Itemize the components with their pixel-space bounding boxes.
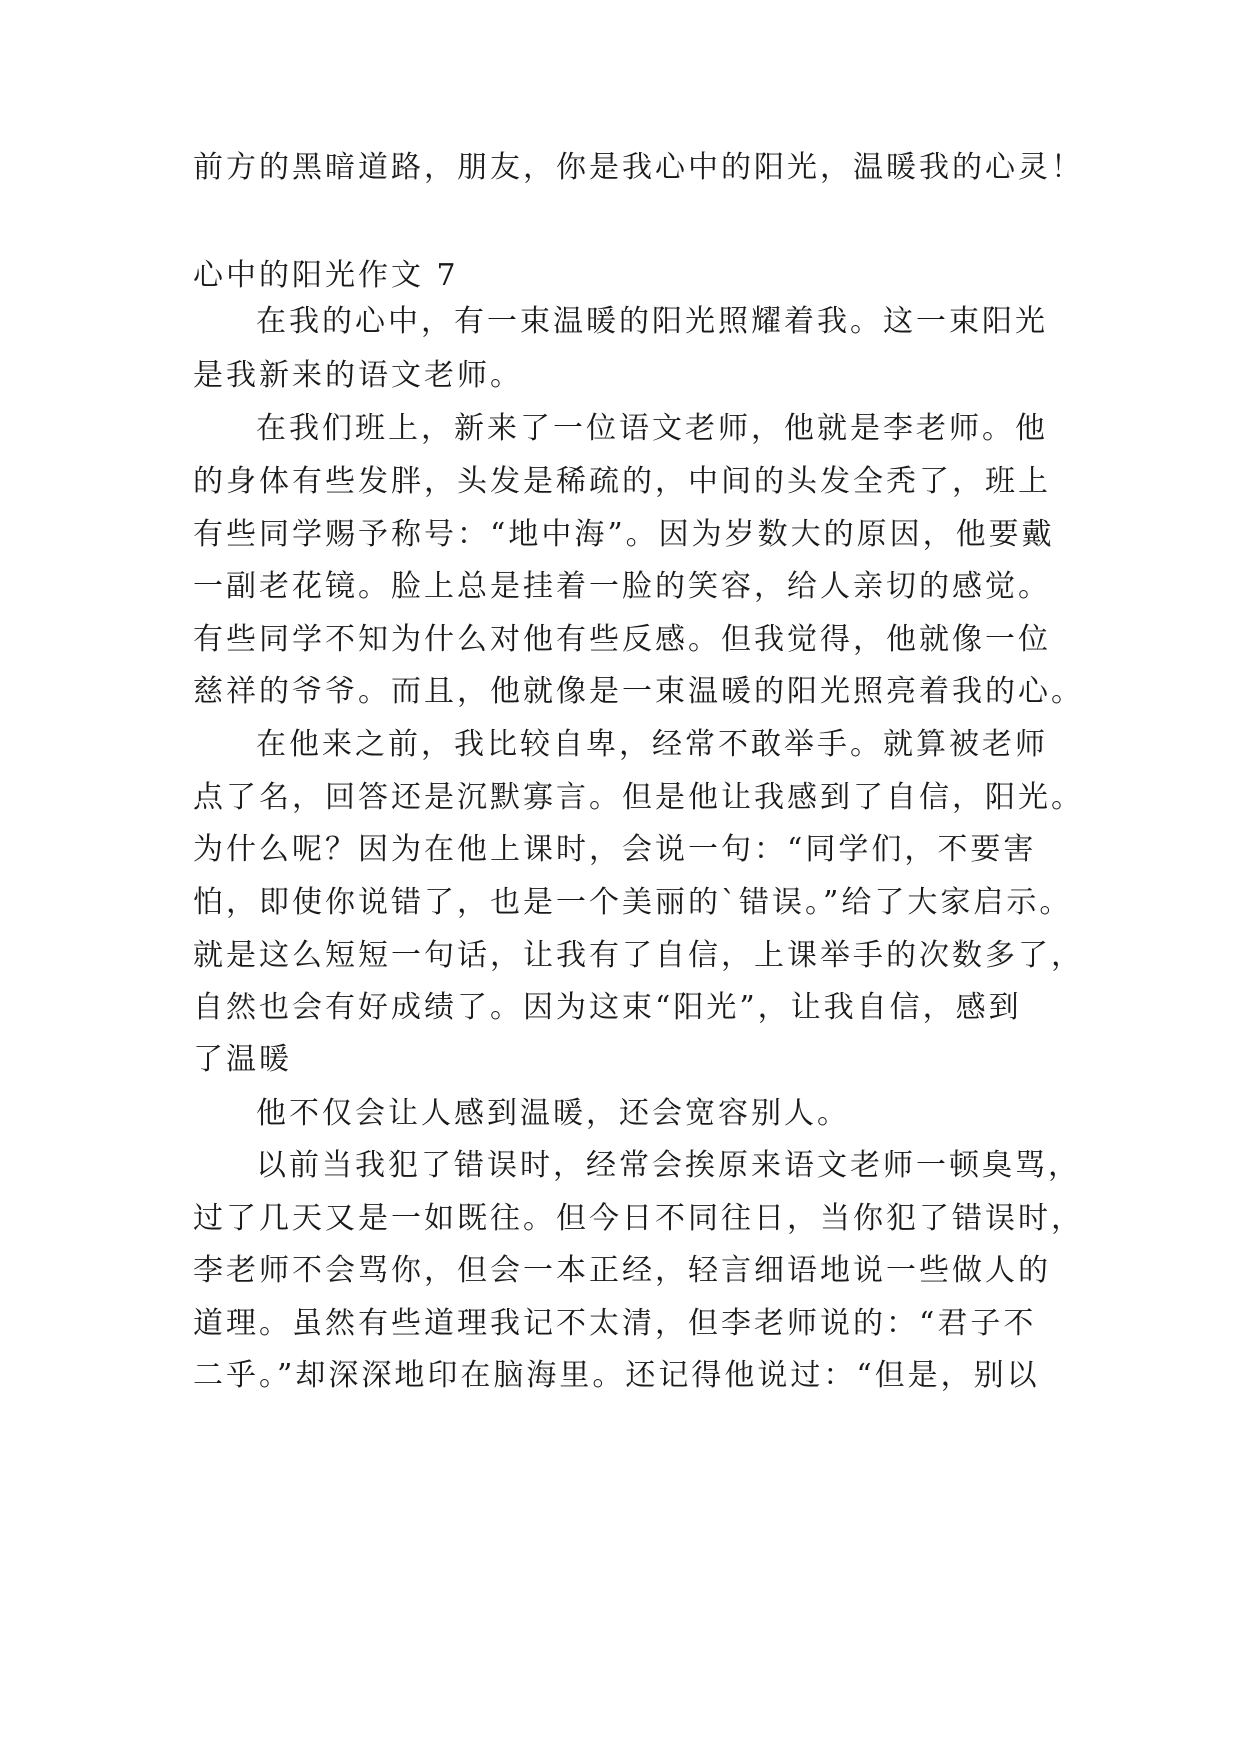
paragraph-line: 的身体有些发胖，头发是稀疏的，中间的头发全秃了，班上: [193, 464, 1051, 499]
paragraph-line: 在我们班上，新来了一位语文老师，他就是李老师。他: [256, 411, 1048, 446]
paragraph-line: 在他来之前，我比较自卑，经常不敢举手。就算被老师: [256, 727, 1048, 762]
paragraph-line: 就是这么短短一句话，让我有了自信，上课举手的次数多了，: [193, 938, 1084, 973]
paragraph-line: 是我新来的语文老师。: [193, 358, 523, 393]
paragraph-line: 道理。虽然有些道理我记不太清，但李老师说的：“君子不: [193, 1306, 1037, 1341]
paragraph-line: 他不仅会让人感到温暖，还会宽容别人。: [256, 1096, 850, 1131]
section-heading: 心中的阳光作文 7: [193, 258, 459, 293]
paragraph-line: 一副老花镜。脸上总是挂着一脸的笑容，给人亲切的感觉。: [193, 569, 1051, 604]
paragraph-line: 点了名，回答还是沉默寡言。但是他让我感到了自信，阳光。: [193, 780, 1084, 815]
paragraph-line: 有些同学赐予称号：“地中海”。因为岁数大的原因，他要戴: [193, 517, 1055, 552]
paragraph-line: 怕，即使你说错了，也是一个美丽的`错误。”给了大家启示。: [193, 885, 1073, 920]
paragraph-line: 了温暖: [193, 1042, 292, 1077]
paragraph-line: 慈祥的爷爷。而且，他就像是一束温暖的阳光照亮着我的心。: [193, 674, 1084, 709]
paragraph-line-carry-over: 前方的黑暗道路，朋友，你是我心中的阳光，温暖我的心灵！: [193, 150, 1084, 185]
paragraph-line: 二乎。”却深深地印在脑海里。还记得他说过：“但是，别以: [193, 1358, 1040, 1393]
paragraph-line: 以前当我犯了错误时，经常会挨原来语文老师一顿臭骂，: [256, 1148, 1081, 1183]
paragraph-line: 自然也会有好成绩了。因为这束“阳光”，让我自信，感到: [193, 990, 1022, 1025]
paragraph-line: 有些同学不知为什么对他有些反感。但我觉得，他就像一位: [193, 622, 1051, 657]
paragraph-line: 为什么呢？因为在他上课时，会说一句：“同学们，不要害: [193, 832, 1037, 867]
paragraph-line: 李老师不会骂你，但会一本正经，轻言细语地说一些做人的: [193, 1253, 1051, 1288]
paragraph-line: 在我的心中，有一束温暖的阳光照耀着我。这一束阳光: [256, 304, 1048, 339]
paragraph-line: 过了几天又是一如既往。但今日不同往日，当你犯了错误时，: [193, 1201, 1084, 1236]
